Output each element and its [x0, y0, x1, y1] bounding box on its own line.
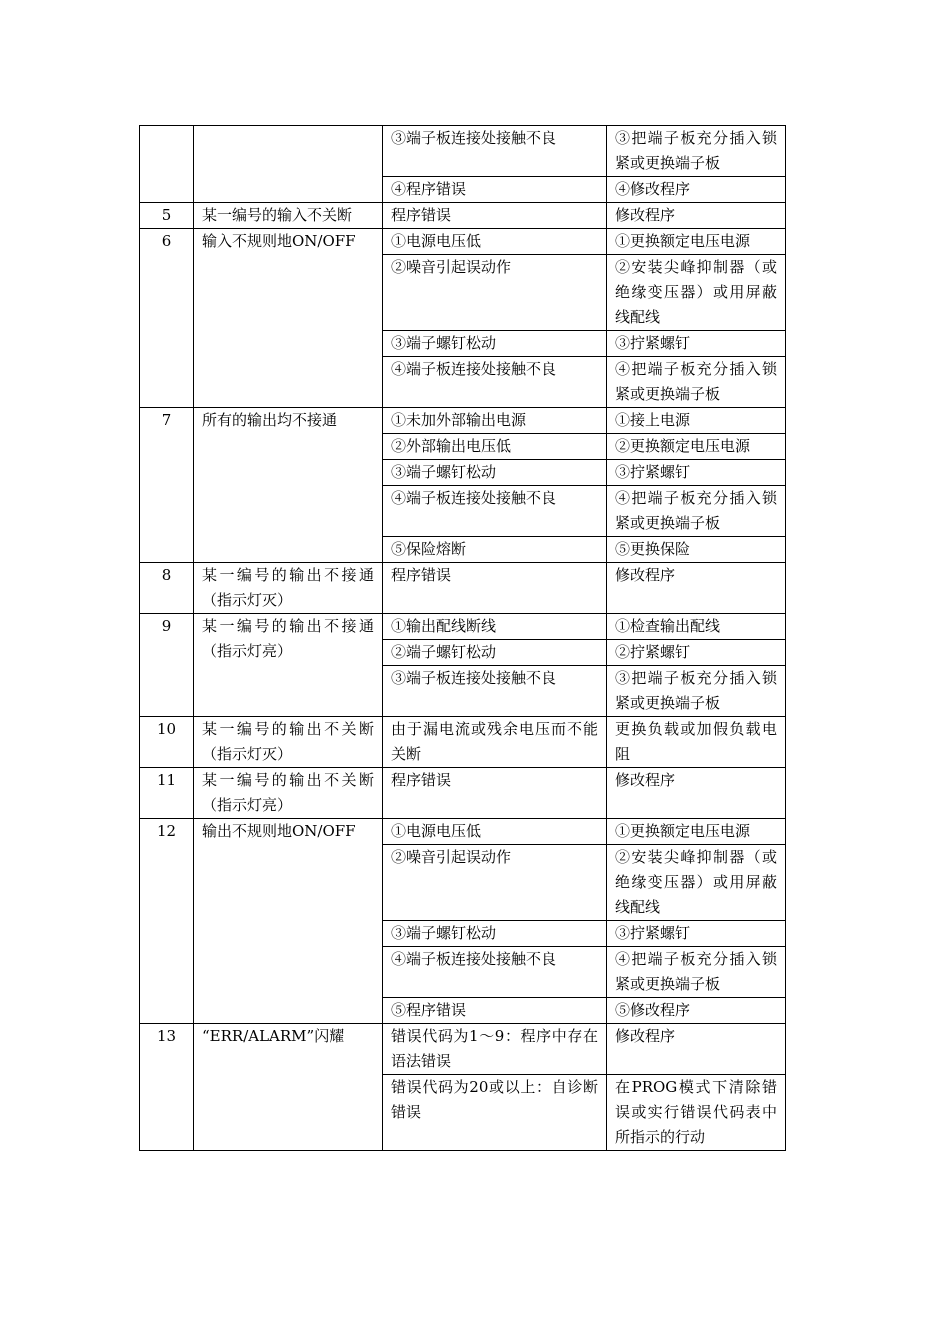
table-row	[140, 408, 786, 434]
row-number: 11	[140, 768, 194, 819]
row-number: 12	[140, 819, 194, 1024]
symptom-cell: 某一编号的输入不关断	[194, 203, 383, 229]
remedy-cell: 修改程序	[607, 203, 786, 229]
remedy-cell: ③拧紧螺钉	[607, 331, 786, 357]
cause-cell: ③端子螺钉松动	[383, 921, 607, 947]
cause-cell: 程序错误	[383, 563, 607, 614]
cause-cell: ④端子板连接处接触不良	[383, 486, 607, 537]
remedy-cell: ④把端子板充分插入锁紧或更换端子板	[607, 947, 786, 998]
table-row	[140, 614, 786, 640]
remedy-cell: ⑤修改程序	[607, 998, 786, 1024]
cause-cell: 错误代码为1～9：程序中存在语法错误	[383, 1024, 607, 1075]
table-row	[140, 203, 786, 229]
cause-cell: ⑤程序错误	[383, 998, 607, 1024]
cause-cell: ②端子螺钉松动	[383, 640, 607, 666]
row-number: 7	[140, 408, 194, 563]
table-row	[140, 768, 786, 819]
symptom-cell: 某一编号的输出不关断（指示灯灭）	[194, 717, 383, 768]
remedy-cell: ②安装尖峰抑制器（或绝缘变压器）或用屏蔽线配线	[607, 255, 786, 331]
table-row	[140, 717, 786, 768]
remedy-cell: ②拧紧螺钉	[607, 640, 786, 666]
table-row	[140, 229, 786, 255]
cause-cell: ②噪音引起误动作	[383, 845, 607, 921]
symptom-cell: 某一编号的输出不接通（指示灯灭）	[194, 563, 383, 614]
cause-cell: 程序错误	[383, 203, 607, 229]
cause-cell: ①电源电压低	[383, 229, 607, 255]
table-row	[140, 126, 786, 177]
cause-cell: ①电源电压低	[383, 819, 607, 845]
remedy-cell: ④把端子板充分插入锁紧或更换端子板	[607, 486, 786, 537]
row-number: 13	[140, 1024, 194, 1151]
remedy-cell: ④修改程序	[607, 177, 786, 203]
remedy-cell: ②安装尖峰抑制器（或绝缘变压器）或用屏蔽线配线	[607, 845, 786, 921]
symptom-cell: 输入不规则地ON/OFF	[194, 229, 383, 408]
symptom-cell	[194, 126, 383, 203]
troubleshooting-document	[139, 125, 785, 1151]
cause-cell: 由于漏电流或残余电压而不能关断	[383, 717, 607, 768]
cause-cell: ②外部输出电压低	[383, 434, 607, 460]
cause-cell: ④端子板连接处接触不良	[383, 357, 607, 408]
remedy-cell: 修改程序	[607, 1024, 786, 1075]
symptom-cell: 某一编号的输出不关断（指示灯亮）	[194, 768, 383, 819]
remedy-cell: ③拧紧螺钉	[607, 921, 786, 947]
remedy-cell: ①更换额定电压电源	[607, 819, 786, 845]
symptom-cell: 某一编号的输出不接通（指示灯亮）	[194, 614, 383, 717]
row-number: 6	[140, 229, 194, 408]
remedy-cell: ②更换额定电压电源	[607, 434, 786, 460]
remedy-cell: 修改程序	[607, 563, 786, 614]
symptom-cell: 输出不规则地ON/OFF	[194, 819, 383, 1024]
remedy-cell: ①接上电源	[607, 408, 786, 434]
remedy-cell: ③把端子板充分插入锁紧或更换端子板	[607, 126, 786, 177]
cause-cell: 程序错误	[383, 768, 607, 819]
cause-cell: ③端子板连接处接触不良	[383, 666, 607, 717]
cause-cell: 错误代码为20或以上：自诊断错误	[383, 1075, 607, 1151]
row-number	[140, 126, 194, 203]
remedy-cell: ④把端子板充分插入锁紧或更换端子板	[607, 357, 786, 408]
remedy-cell: ③把端子板充分插入锁紧或更换端子板	[607, 666, 786, 717]
table-row	[140, 819, 786, 845]
remedy-cell: ①检查输出配线	[607, 614, 786, 640]
symptom-cell: “ERR/ALARM”闪耀	[194, 1024, 383, 1151]
row-number: 8	[140, 563, 194, 614]
cause-cell: ③端子螺钉松动	[383, 331, 607, 357]
row-number: 9	[140, 614, 194, 717]
cause-cell: ⑤保险熔断	[383, 537, 607, 563]
table-row	[140, 1024, 786, 1075]
cause-cell: ②噪音引起误动作	[383, 255, 607, 331]
symptom-cell: 所有的输出均不接通	[194, 408, 383, 563]
cause-cell: ①输出配线断线	[383, 614, 607, 640]
troubleshooting-table	[139, 125, 786, 1151]
row-number: 5	[140, 203, 194, 229]
table-row	[140, 563, 786, 614]
cause-cell: ③端子螺钉松动	[383, 460, 607, 486]
remedy-cell: ⑤更换保险	[607, 537, 786, 563]
cause-cell: ④程序错误	[383, 177, 607, 203]
remedy-cell: 在PROG模式下清除错误或实行错误代码表中所指示的行动	[607, 1075, 786, 1151]
remedy-cell: ①更换额定电压电源	[607, 229, 786, 255]
row-number: 10	[140, 717, 194, 768]
table-body	[140, 126, 786, 1151]
cause-cell: ④端子板连接处接触不良	[383, 947, 607, 998]
remedy-cell: 修改程序	[607, 768, 786, 819]
cause-cell: ③端子板连接处接触不良	[383, 126, 607, 177]
remedy-cell: ③拧紧螺钉	[607, 460, 786, 486]
cause-cell: ①未加外部输出电源	[383, 408, 607, 434]
remedy-cell: 更换负载或加假负载电阻	[607, 717, 786, 768]
